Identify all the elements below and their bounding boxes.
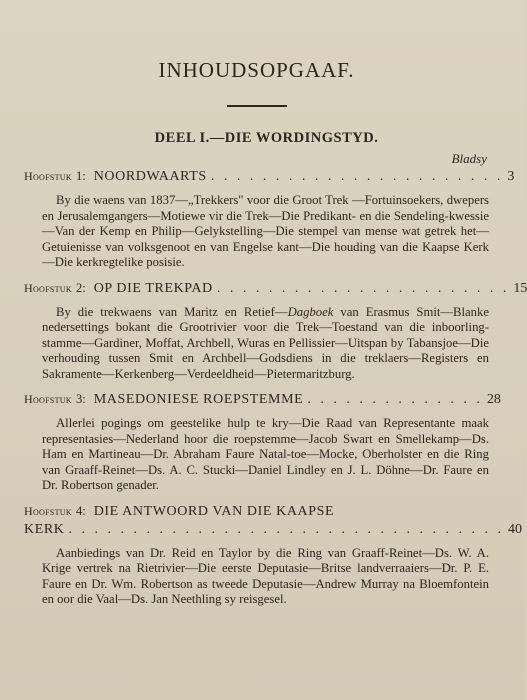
chapter-entry-1 — [24, 169, 515, 271]
chapter-heading — [24, 392, 501, 408]
chapter-word: Hoofstuk — [24, 392, 72, 406]
chapter-title: DIE ANTWOORD VAN DIE KAAPSE — [93, 503, 335, 519]
chapter-heading — [24, 280, 527, 297]
chapter-page-number: 3 — [507, 169, 515, 184]
chapter-heading — [24, 169, 515, 185]
chapter-word: Hoofstuk — [24, 280, 72, 295]
chapter-title: NOORDWAARTS — [93, 169, 207, 184]
chapter-page-number: 28 — [486, 392, 501, 407]
leader-dots: . . . . . . . . . . . . . . . . . . . . . . . — [210, 169, 504, 184]
chapter-heading — [24, 504, 489, 520]
chapter-entry-4 — [24, 503, 523, 608]
chapter-title-continued: KERK — [24, 521, 65, 537]
part-heading: DEEL I.—DIE WORDINGSTYD. — [154, 130, 379, 146]
chapter-summary: Aanbiedings van Dr. Reid en Taylor by die Ring van Graaff-Reinet—Ds. W. A. Krige vertrek na Rietrivier—Die eerste Deputasie—Britse landverraaiers—Dr. P. E. Faure en Dr. Wm. Robertson as tweede Deputasie—Andrew Murray na Bloemfontein en oor die Vaal—Ds. Jan Neethling sy reisgesel. — [42, 545, 489, 606]
page-column-label: Bladsy — [451, 151, 487, 166]
summary-italic-text: Dagboek — [287, 304, 334, 319]
chapter-title: MASEDONIESE ROEPSTEMME — [93, 392, 304, 407]
page-title: INHOUDSOPGAAF. — [158, 58, 355, 82]
chapter-summary: Allerlei pogings om geestelike hulp te kry—Die Raad van Representante maak representasies—Nederland hoor die roepstemme—Jacob Swart en Smellekamp—Ds. Ham en Martineau—Dr. Abraham Faure Natal-toe—Mocke, Oberholster en die Ring van Graaff-Reinet—Ds. A. C. Stucki—Daniel Lindley en J. L. Döhne—Dr. Faure en Dr. Robertson genader. — [42, 416, 489, 492]
chapter-title: OP DIE TREKPAD — [93, 280, 213, 296]
chapter-summary — [42, 305, 489, 383]
leader-dots: . . . . . . . . . . . . . . . . . . . . . . . . . . . . . . . . . . — [68, 521, 505, 537]
chapter-page-number: 40 — [508, 521, 523, 537]
chapter-page-number: 15 — [513, 280, 527, 296]
chapter-summary: By die waens van 1837—„Trekkers" voor die Groot Trek —Fortuinsoekers, dwepers en Jerusalemgangers—Motiewe vir die Trek—Die Predikant- en die Sendeling-kwessie—Van der Kemp en Philip—Gelykstelling—Die stempel van mense wat getrek het—Getuienisse van volksgenoot en van Engelse kant—Die houding van die Kaapse Kerk—Die kerkregtelike posisie. — [42, 193, 489, 269]
chapter-entry-2 — [24, 280, 527, 383]
chapter-number: 3: — [75, 392, 86, 406]
chapter-number: 2: — [75, 280, 86, 295]
chapter-heading-continued — [24, 521, 523, 538]
title-divider — [227, 105, 287, 107]
chapter-entry-3 — [24, 392, 501, 494]
chapter-number: 4: — [75, 503, 86, 518]
chapter-word: Hoofstuk — [24, 169, 72, 183]
chapter-number: 1: — [75, 169, 86, 183]
chapter-word: Hoofstuk — [24, 503, 72, 518]
leader-dots: . . . . . . . . . . . . . . . . . . . . . . . — [216, 280, 510, 296]
summary-text: van Erasmus Smit—Blanke nedersettings bokant die Grootrivier voor die Trek—Toestand van die inboorling-stamme—Gardiner, Moffat, Archbell, Wuras en Pellissier—Uitspan by Tabansjoe—Die verhouding tussen Smit en Archbell—Godsdiens in die treklaers—Registers en Sakramente—Kerkenberg—Verdeeldheid—Pietermaritzburg. — [42, 304, 489, 381]
leader-dots: . . . . . . . . . . . . . . — [307, 392, 483, 407]
summary-text: By die trekwaens van Maritz en Retief— — [56, 304, 288, 319]
